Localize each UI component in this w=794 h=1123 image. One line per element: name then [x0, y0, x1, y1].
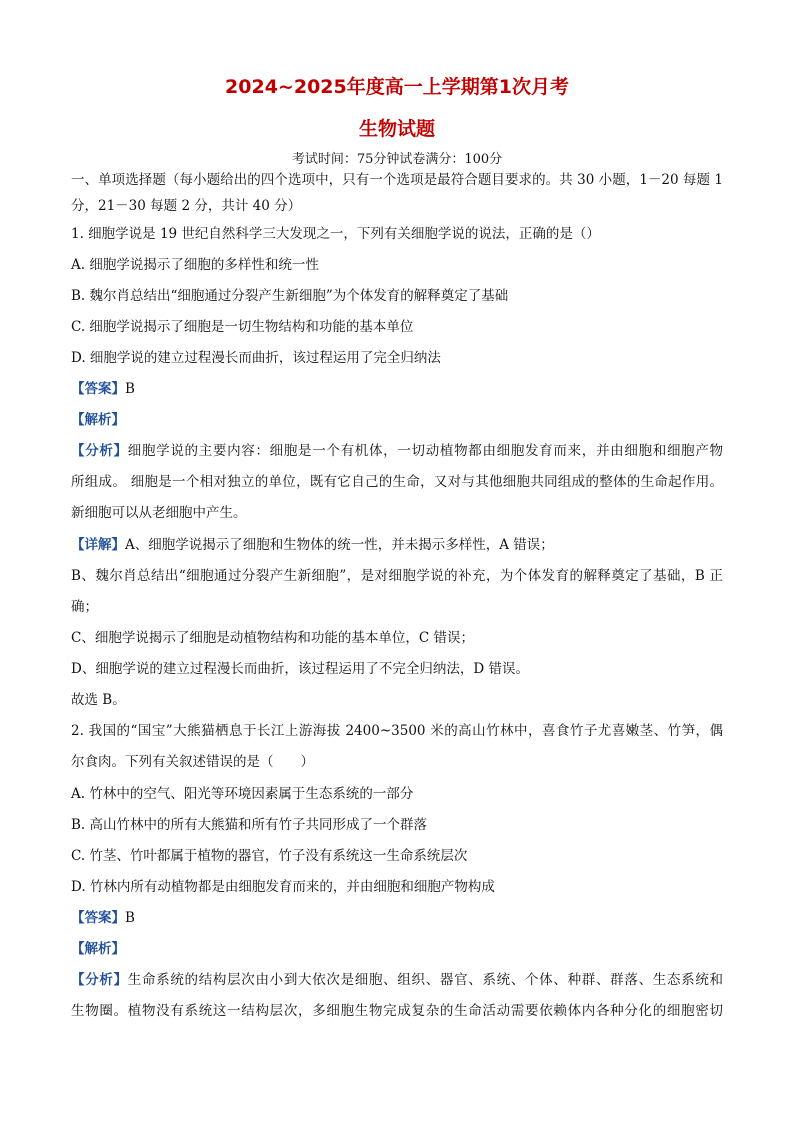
q2-option-b: B. 高山竹林中的所有大熊猫和所有竹子共同形成了一个群落 [71, 817, 428, 833]
q1-option-d: D. 细胞学说的建立过程漫长而曲折，该过程运用了完全归纳法 [71, 350, 441, 366]
answer-value: B [125, 910, 135, 926]
page-title: 2024~2025年度高一上学期第1次月考 [225, 76, 569, 98]
analysis-label: 【解析】 [71, 941, 125, 957]
page-subtitle: 生物试题 [358, 118, 435, 140]
q2-analysis-heading [71, 940, 125, 958]
q2-fenxi-line [71, 971, 723, 989]
q1-fenxi-line: 新细胞可以从老细胞中产生。 [71, 505, 247, 521]
q1-analysis-heading [71, 411, 125, 429]
q1-option-b: B. 魏尔肖总结出“细胞通过分裂产生新细胞”为个体发育的解释奠定了基础 [71, 288, 509, 304]
q1-fenxi-line: 所组成。 细胞是一个相对独立的单位，既有它自己的生命，又对与其他细胞共同组成的整体的生命起作用。 [71, 474, 723, 490]
q1-xiangjie-line: 确； [71, 599, 98, 615]
q2-option-a: A. 竹林中的空气、阳光等环境因素属于生态系统的一部分 [71, 786, 414, 802]
q2-stem-line: 2. 我国的“国宝”大熊猫栖息于长江上游海拔 2400~3500 米的高山竹林中，喜食竹子尤喜嫩茎、竹笋，偶 [71, 723, 723, 739]
q2-fenxi-line: 生物圈。植物没有系统这一结构层次，多细胞生物完成复杂的生命活动需要依赖体内各种分化的细胞密切 [71, 1003, 723, 1019]
q2-stem-line: 尔食肉。下列有关叙述错误的是（ ） [71, 754, 314, 770]
fenxi-text: 细胞学说的主要内容：细胞是一个有机体，一切动植物都由细胞发育而来，并由细胞和细胞产物 [127, 443, 724, 459]
q1-option-a: A. 细胞学说揭示了细胞的多样性和统一性 [71, 257, 319, 273]
q1-xiangjie-line: D、细胞学说的建立过程漫长而曲折，该过程运用了不完全归纳法，D 错误。 [71, 661, 529, 677]
q1-xiangjie-line: C、细胞学说揭示了细胞是动植物结构和功能的基本单位，C 错误； [71, 630, 474, 646]
q2-answer [71, 909, 135, 927]
q2-option-d: D. 竹林内所有动植物都是由细胞发育而来的，并由细胞和细胞产物构成 [71, 879, 495, 895]
fenxi-label: 【分析】 [71, 443, 128, 459]
q1-conclusion: 故选 B。 [71, 692, 126, 708]
answer-label: 【答案】 [71, 381, 125, 397]
q2-option-c: C. 竹茎、竹叶都属于植物的器官，竹子没有系统这一生命系统层次 [71, 848, 468, 864]
section-intro-line: 分，21－30 每题 2 分，共计 40 分） [71, 198, 302, 214]
q1-xiangjie-line: B、魏尔肖总结出“细胞通过分裂产生新细胞”，是对细胞学说的补充，为个体发育的解释奠定了基础，B 正 [71, 568, 723, 584]
xiangjie-text: A、细胞学说揭示了细胞和生物体的统一性，并未揭示多样性，A 错误； [125, 537, 554, 553]
analysis-label: 【解析】 [71, 412, 125, 428]
q1-option-c: C. 细胞学说揭示了细胞是一切生物结构和功能的基本单位 [71, 319, 414, 335]
answer-label: 【答案】 [71, 910, 125, 926]
fenxi-text: 生命系统的结构层次由小到大依次是细胞、组织、器官、系统、个体、种群、群落、生态系统和 [127, 972, 724, 988]
answer-value: B [125, 381, 135, 397]
q1-stem: 1. 细胞学说是 19 世纪自然科学三大发现之一，下列有关细胞学说的说法，正确的是（） [71, 226, 600, 242]
q1-fenxi-line [71, 442, 723, 460]
xiangjie-label: 【详解】 [71, 537, 125, 553]
q1-xiangjie-line [71, 536, 554, 554]
exam-info: 考试时间：75分钟试卷满分：100分 [291, 152, 503, 167]
section-intro-line: 一、单项选择题（每小题给出的四个选项中，只有一个选项是最符合题目要求的。共 30 小题，1－20 每题 1 [71, 172, 723, 188]
fenxi-label: 【分析】 [71, 972, 128, 988]
q1-answer [71, 380, 135, 398]
